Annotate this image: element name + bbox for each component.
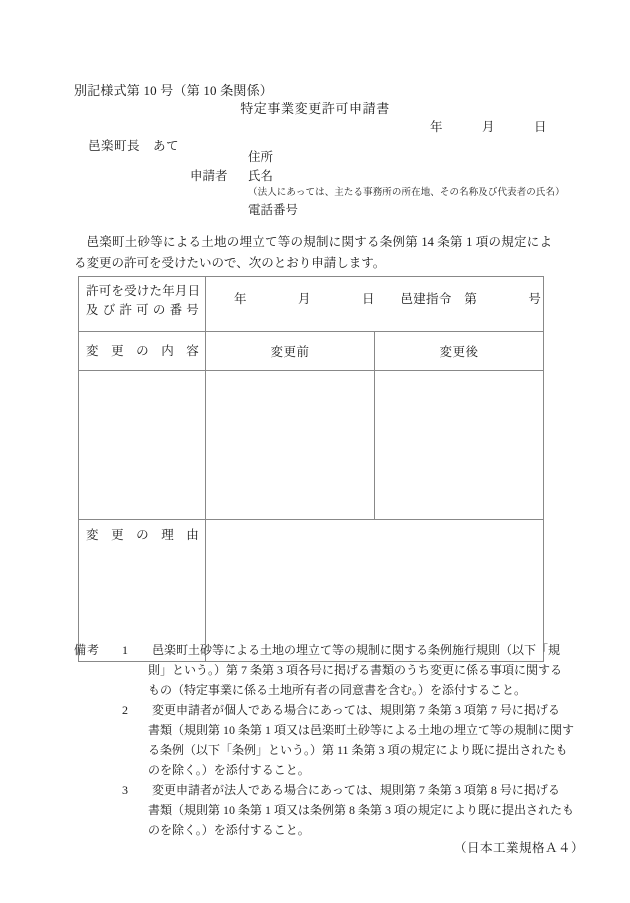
permit-label-cell [79,277,206,332]
applicant-name-row [190,167,565,186]
remark-number-3: 3 [122,783,128,797]
applicant-corporate-note: （法人にあっては、主たる事務所の所在地、その名称及び代表者の氏名） [248,188,565,198]
form-number: 別記様式第 10 号（第 10 条関係） [74,83,274,98]
remark-2-line-2: 書類（規則第 10 条第 1 項又は邑楽町土砂等による土地の埋立て等の規制に関す [148,723,575,737]
remark-item-1 [74,640,574,660]
document-title: 特定事業変更許可申請書 [240,101,390,116]
lead-paragraph-line-2: 変更の許可を受けたいので、次のとおり申請します。 [86,256,386,270]
remark-1-line-1: 邑楽町土砂等による土地の埋立て等の規制に関する条例施行規則（以下「規 [152,643,561,657]
permit-value-cell[interactable]: 年 月 日 邑建指令 第 号 [206,277,544,332]
remark-1-line-3: もの（特定事業に係る土地所有者の同意書を含む。）を添付すること。 [148,683,527,697]
addressee-line: 邑楽町長 あて [88,139,180,153]
lead-paragraph [74,232,552,274]
paper-size-note: （日本工業規格Ａ４） [453,841,584,855]
remark-item-2 [118,700,574,720]
change-content-label: 変更の内容 [86,343,199,358]
applicant-block [190,148,565,220]
table-row-change-content-header [79,332,544,371]
table-row-permit [79,277,544,332]
remark-3-line-1: 変更申請者が法人である場合にあっては、規則第 7 条第 3 項第 8 号に掲げる [152,783,560,797]
remark-number-1: 1 [122,643,128,657]
table-row-change-content-body [79,371,544,520]
before-column-header: 変更前 [206,332,375,371]
permit-label-line-2: 及び許可の番号 [86,303,199,317]
submission-date-line: 年 月 日 [430,120,548,134]
remarks-section [74,640,574,840]
remark-2-line-3: る条例（以下「条例」という。）第 11 条第 3 項の規定により既に提出されたも [148,743,568,757]
remark-2-line-4: のを除く。）を添付すること。 [148,763,310,777]
remark-1-line-2: 則」という。）第 7 条第 3 項各号に掲げる書類のうち変更に係る事項に関する [148,663,563,677]
remark-item-3 [118,780,574,800]
lead-paragraph-line-1: 邑楽町土砂等による土地の埋立て等の規制に関する条例第 14 条第 1 項の規定による [74,235,552,270]
after-column-header: 変更後 [375,332,544,371]
applicant-label: 申請者 [190,169,228,183]
applicant-name-label: 氏名 [248,169,274,183]
change-reason-label: 変更の理由 [86,528,199,542]
change-content-spacer-cell [79,371,206,520]
permit-label-line-1: 許可を受けた年月日 [86,284,201,298]
application-table [78,276,544,662]
before-value-cell[interactable] [206,371,375,520]
remarks-heading: 備考 [74,643,101,657]
remark-3-line-2: 書類（規則第 10 条第 1 項又は条例第 8 条第 3 項の規定により既に提出されたも [148,803,575,817]
remark-2-line-1: 変更申請者が個人である場合にあっては、規則第 7 条第 3 項第 7 号に掲げる [152,703,560,717]
after-value-cell[interactable] [375,371,544,520]
applicant-phone-label: 電話番号 [248,203,299,217]
remark-number-2: 2 [122,703,128,717]
applicant-address-label: 住所 [248,150,274,164]
change-content-label-cell [79,332,206,371]
remark-3-line-3: のを除く。）を添付すること。 [148,823,310,837]
